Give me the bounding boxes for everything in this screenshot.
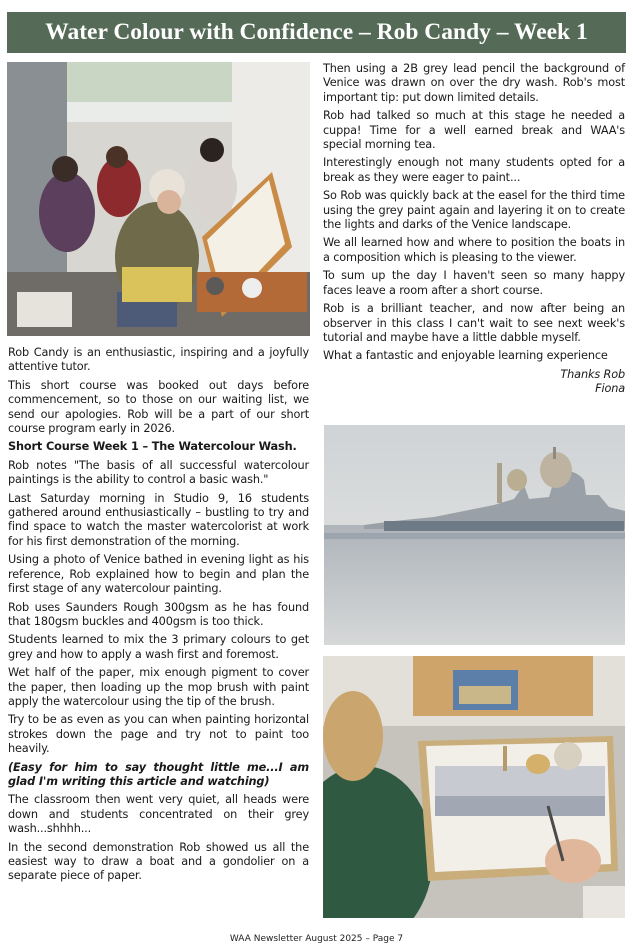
paragraph: Last Saturday morning in Studio 9, 16 students gathered around enthusiastically – bustling to try and find space to watch the master watercolorist at work for his first demonstration of the morning. bbox=[8, 491, 309, 548]
paragraph: So Rob was quickly back at the easel for the third time using the grey paint again and layering it on to create the lights and darks of the Venice landscape. bbox=[323, 189, 625, 232]
paragraph: In the second demonstration Rob showed us all the easiest way to draw a boat and a gondolier on a separate piece of paper. bbox=[8, 840, 309, 883]
aside-note: (Easy for him to say thought little me...I am glad I'm writing this article and watching) bbox=[8, 760, 309, 788]
paragraph: Interestingly enough not many students opted for a break as they were eager to paint... bbox=[323, 156, 625, 184]
paragraph: Rob Candy is an enthusiastic, inspiring and a joyfully attentive tutor. bbox=[8, 346, 309, 374]
left-column bbox=[8, 346, 309, 888]
paragraph: To sum up the day I haven't seen so many happy faces leave a room after a short course. bbox=[323, 269, 625, 297]
paragraph: Wet half of the paper, mix enough pigment to cover the paper, then loading up the mop brush with paint apply the watercolour using the tip of the brush. bbox=[8, 666, 309, 708]
paragraph: We all learned how and where to position the boats in a composition which is pleasing to the viewer. bbox=[323, 236, 625, 264]
paragraph: Try to be as even as you can when painting horizontal strokes down the page and try not to paint too heavily. bbox=[8, 713, 309, 756]
paragraph: Rob notes "The basis of all successful watercolour paintings is the ability to control a basic wash." bbox=[8, 458, 309, 487]
paragraph: Then using a 2B grey lead pencil the background of Venice was drawn on over the dry wash. Rob's most important tip: put down limited details. bbox=[323, 62, 625, 104]
paragraph: Rob is a brilliant teacher, and now after being an observer in this class I can't wait to see next week's tutorial and maybe have a little dabble myself. bbox=[323, 302, 625, 344]
page-footer: WAA Newsletter August 2025 – Page 7 bbox=[229, 934, 404, 944]
painting-progress-photo bbox=[323, 656, 625, 918]
venice-painting-photo bbox=[324, 425, 625, 645]
paragraph: Rob had talked so much at this stage he needed a cuppa! Time for a well earned break and WAA's special morning tea. bbox=[323, 109, 625, 152]
paragraph: What a fantastic and enjoyable learning experience bbox=[323, 349, 608, 363]
paragraph: The classroom then went very quiet, all heads were down and students concentrated on their grey wash...shhhh... bbox=[8, 793, 309, 836]
paragraph: Using a photo of Venice bathed in evening light as his reference, Rob explained how to begin and plan the first stage of any watercolour painting. bbox=[8, 553, 309, 596]
signoff-thanks: Thanks Rob bbox=[560, 367, 625, 381]
signoff-author: Fiona bbox=[595, 382, 625, 396]
paragraph: This short course was booked out days before commencement, so to those on our waiting list, we send our apologies. Rob will be a part of our short course program early in 2026. bbox=[8, 378, 309, 436]
page-title: Water Colour with Confidence – Rob Candy – Week 1 bbox=[7, 12, 626, 53]
paragraph: Students learned to mix the 3 primary colours to get grey and how to apply a wash first and foremost. bbox=[8, 633, 309, 661]
classroom-photo bbox=[7, 62, 310, 336]
paragraph: Rob uses Saunders Rough 300gsm as he has found that 180gsm buckles and 400gsm is too thick. bbox=[8, 600, 309, 628]
section-heading: Short Course Week 1 – The Watercolour Wash. bbox=[8, 440, 297, 454]
right-column bbox=[323, 62, 625, 397]
